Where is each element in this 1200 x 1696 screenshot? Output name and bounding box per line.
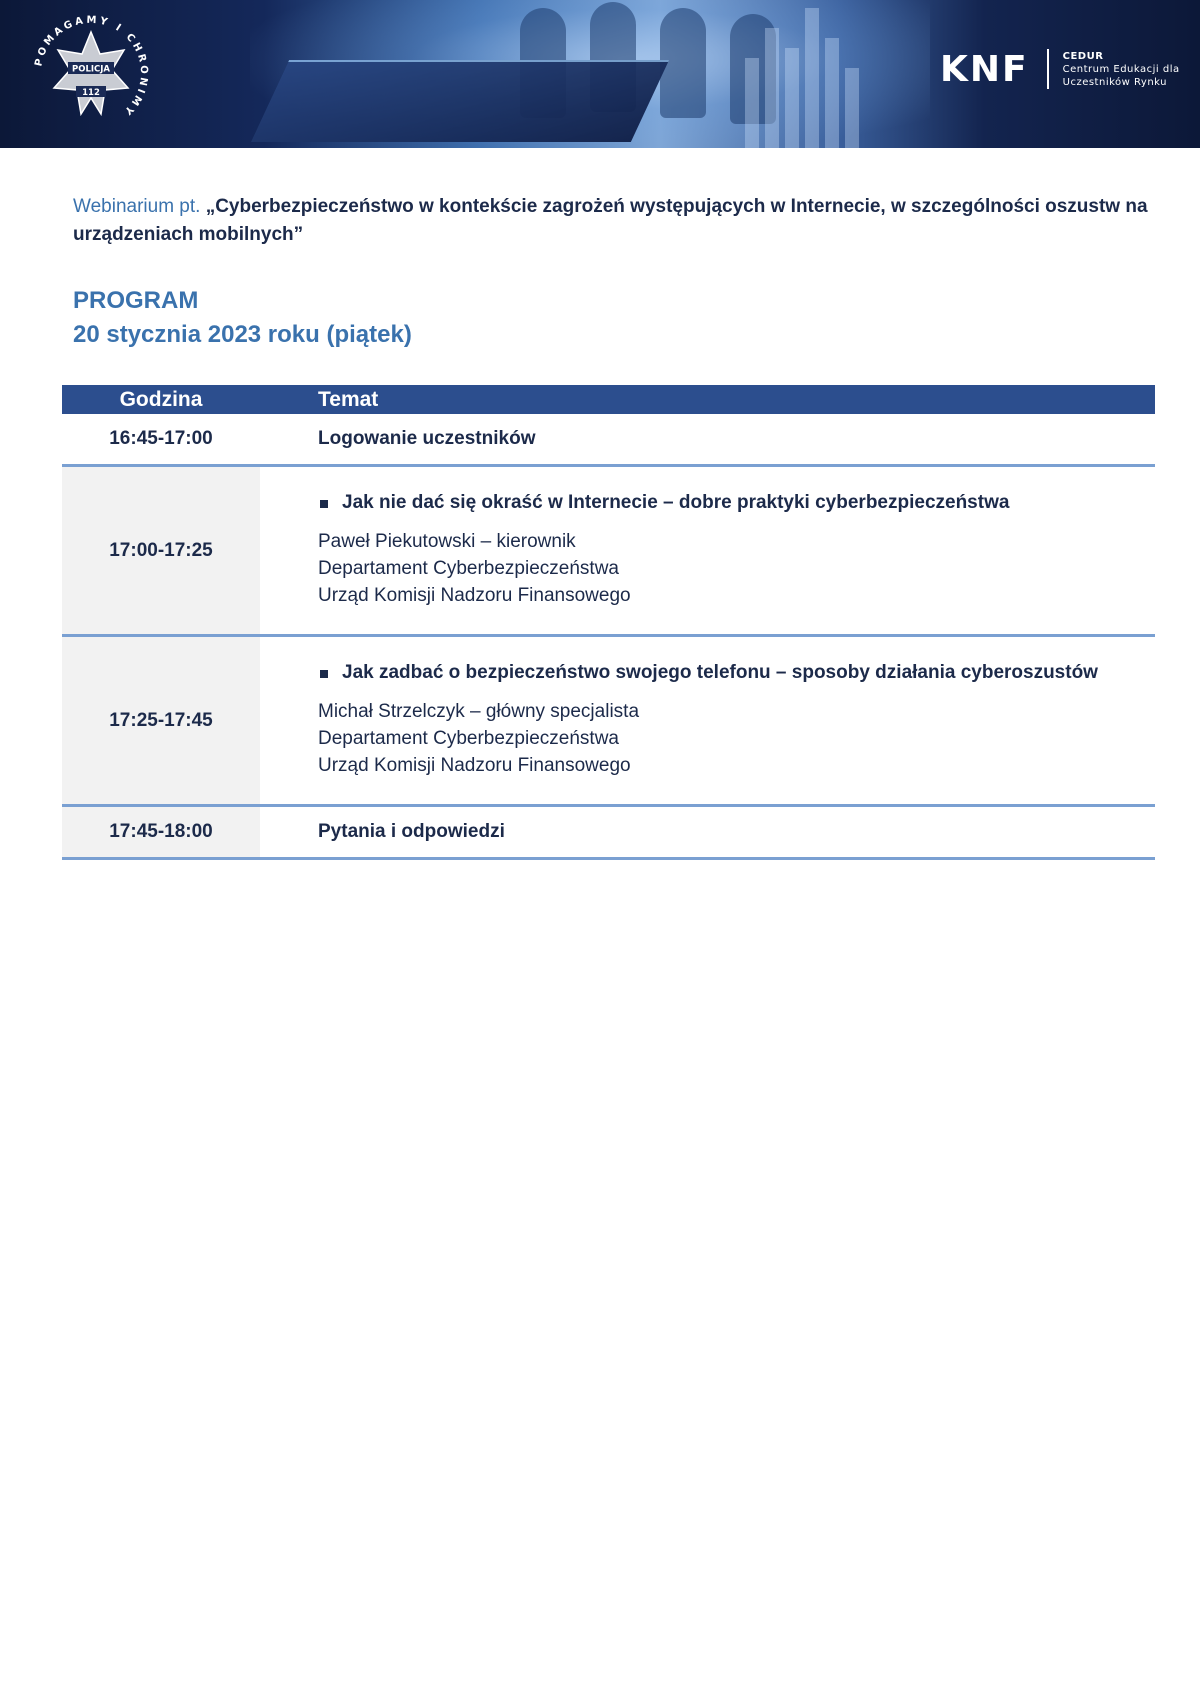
cedur-label	[1063, 50, 1180, 89]
agenda-header-row	[62, 385, 1155, 414]
table-row	[62, 636, 1155, 806]
session-topic	[260, 466, 1155, 636]
session-title: Jak nie dać się okraść w Internecie – dobre praktyki cyberbezpieczeństwa	[342, 492, 1010, 513]
session-time: 17:45-18:00	[62, 806, 260, 859]
agenda-table	[62, 385, 1155, 860]
program-heading-block	[73, 284, 412, 352]
speaker-name: Paweł Piekutowski – kierownik	[318, 531, 576, 552]
session-title: Logowanie uczestników	[318, 428, 536, 449]
program-heading: PROGRAM	[73, 287, 199, 314]
column-header-topic: Temat	[260, 385, 1155, 414]
badge-ring-text: POMAGAMY I CHRONIMY	[33, 14, 150, 119]
webinar-title	[73, 193, 1153, 249]
webinar-name: „Cyberbezpieczeństwo w kontekście zagrożeń występujących w Internecie, w szczególności oszustw na urządzeniach mobilnych”	[73, 196, 1148, 245]
session-topic	[260, 806, 1155, 859]
session-item	[318, 492, 1155, 514]
square-bullet-icon	[320, 500, 328, 508]
session-title: Pytania i odpowiedzi	[318, 821, 505, 842]
session-time: 17:00-17:25	[62, 466, 260, 636]
session-time: 17:25-17:45	[62, 636, 260, 806]
badge-number: 112	[82, 88, 100, 98]
session-speaker	[318, 698, 1155, 779]
speaker-organization: Urząd Komisji Nadzoru Finansowego	[318, 585, 631, 606]
program-date: 20 stycznia 2023 roku (piątek)	[73, 321, 412, 348]
square-bullet-icon	[320, 670, 328, 678]
police-badge-logo	[28, 14, 154, 132]
speaker-department: Departament Cyberbezpieczeństwa	[318, 728, 619, 749]
session-item	[318, 662, 1155, 684]
session-topic	[260, 636, 1155, 806]
table-row	[62, 466, 1155, 636]
table-row	[62, 806, 1155, 859]
cedur-short: CEDUR	[1062, 50, 1104, 62]
cedur-line2: Uczestników Rynku	[1062, 76, 1167, 88]
header-banner	[0, 0, 1200, 148]
table-row	[62, 414, 1155, 466]
badge-label: POLICJA	[71, 64, 111, 75]
banner-laptop	[251, 60, 669, 142]
cedur-line1: Centrum Edukacji dla	[1062, 63, 1180, 75]
speaker-department: Departament Cyberbezpieczeństwa	[318, 558, 619, 579]
webinar-prefix: Webinarium pt.	[73, 196, 206, 217]
knf-separator	[1047, 49, 1049, 89]
session-time: 16:45-17:00	[62, 414, 260, 466]
speaker-name: Michał Strzelczyk – główny specjalista	[318, 701, 640, 722]
speaker-organization: Urząd Komisji Nadzoru Finansowego	[318, 755, 631, 776]
knf-logo-block	[940, 46, 1180, 92]
session-title: Jak zadbać o bezpieczeństwo swojego telefonu – sposoby działania cyberoszustów	[342, 662, 1098, 683]
session-speaker	[318, 528, 1155, 609]
session-topic	[260, 414, 1155, 466]
knf-logo: KNF	[940, 48, 1029, 90]
column-header-time: Godzina	[62, 385, 260, 414]
